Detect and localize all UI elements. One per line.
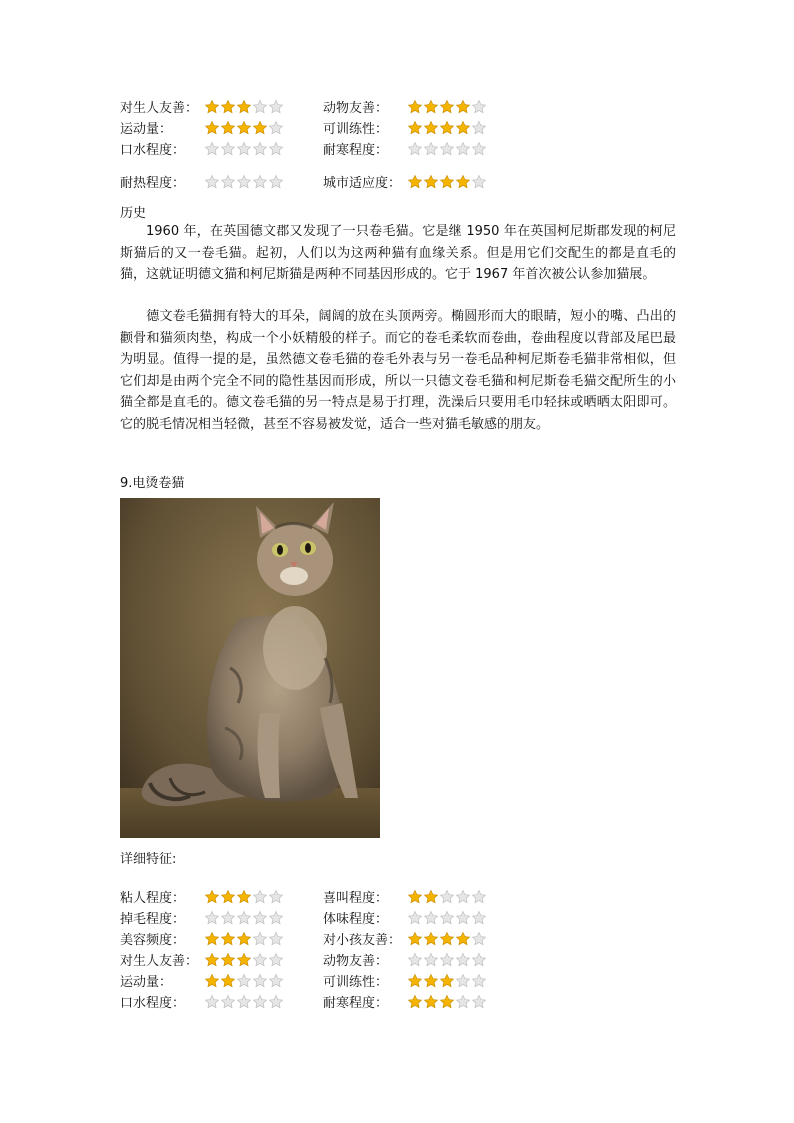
star-rating: [407, 174, 487, 190]
rating-row: [120, 928, 500, 949]
star-empty-icon: [455, 141, 471, 157]
star-rating: [407, 973, 487, 989]
star-empty-icon: [471, 931, 487, 947]
star-filled-icon: [407, 994, 423, 1010]
history-paragraph-1: [120, 221, 676, 286]
star-filled-icon: [220, 889, 236, 905]
star-filled-icon: [407, 99, 423, 115]
star-empty-icon: [220, 994, 236, 1010]
star-filled-icon: [439, 994, 455, 1010]
rating-label: 对小孩友善：: [323, 933, 402, 948]
star-filled-icon: [220, 952, 236, 968]
history-paragraph-2: [120, 306, 676, 435]
rating-label: 耐热程度：: [120, 176, 186, 191]
star-empty-icon: [252, 973, 268, 989]
star-empty-icon: [471, 174, 487, 190]
history-heading: 历史: [120, 206, 147, 221]
top-rating-left: [120, 118, 323, 137]
star-empty-icon: [268, 910, 284, 926]
rating-label: 粘人程度：: [120, 891, 186, 906]
star-filled-icon: [236, 120, 252, 136]
rating-row: [120, 96, 500, 117]
rating-label: 耐寒程度：: [323, 996, 389, 1011]
rating-label: 体味程度：: [323, 912, 389, 927]
star-empty-icon: [252, 994, 268, 1010]
star-empty-icon: [268, 889, 284, 905]
star-filled-icon: [407, 973, 423, 989]
bottom-rating-right: [323, 908, 500, 927]
rating-label: 口水程度：: [120, 143, 186, 158]
star-empty-icon: [236, 910, 252, 926]
star-empty-icon: [455, 910, 471, 926]
bottom-rating-left: [120, 908, 323, 927]
star-empty-icon: [268, 994, 284, 1010]
star-empty-icon: [439, 141, 455, 157]
star-rating: [204, 973, 284, 989]
star-empty-icon: [268, 973, 284, 989]
star-filled-icon: [407, 120, 423, 136]
star-empty-icon: [204, 141, 220, 157]
star-rating: [407, 952, 487, 968]
star-filled-icon: [236, 952, 252, 968]
star-empty-icon: [471, 994, 487, 1010]
bottom-rating-left: [120, 929, 323, 948]
star-empty-icon: [471, 973, 487, 989]
star-filled-icon: [204, 973, 220, 989]
star-filled-icon: [423, 174, 439, 190]
star-filled-icon: [236, 889, 252, 905]
star-filled-icon: [423, 889, 439, 905]
star-empty-icon: [471, 120, 487, 136]
star-filled-icon: [439, 931, 455, 947]
rating-label: 城市适应度：: [323, 176, 402, 191]
star-empty-icon: [268, 931, 284, 947]
star-filled-icon: [407, 931, 423, 947]
star-empty-icon: [423, 141, 439, 157]
star-filled-icon: [220, 973, 236, 989]
top-rating-right: [323, 97, 500, 116]
star-filled-icon: [455, 931, 471, 947]
star-rating: [407, 994, 487, 1010]
star-filled-icon: [220, 931, 236, 947]
bottom-rating-left: [120, 950, 323, 969]
star-filled-icon: [423, 931, 439, 947]
top-rating-right: [323, 118, 500, 137]
star-empty-icon: [268, 952, 284, 968]
star-filled-icon: [236, 99, 252, 115]
star-rating: [204, 889, 284, 905]
star-empty-icon: [455, 973, 471, 989]
star-empty-icon: [455, 889, 471, 905]
star-empty-icon: [423, 910, 439, 926]
star-empty-icon: [471, 952, 487, 968]
star-empty-icon: [252, 952, 268, 968]
rating-label: 运动量：: [120, 122, 173, 137]
rating-row: [120, 991, 500, 1012]
star-empty-icon: [455, 952, 471, 968]
star-filled-icon: [236, 931, 252, 947]
star-empty-icon: [252, 99, 268, 115]
star-empty-icon: [423, 952, 439, 968]
star-empty-icon: [204, 994, 220, 1010]
star-rating: [204, 931, 284, 947]
top-rating-left: [120, 172, 323, 191]
rating-label: 掉毛程度：: [120, 912, 186, 927]
star-empty-icon: [204, 910, 220, 926]
star-filled-icon: [439, 120, 455, 136]
star-filled-icon: [220, 120, 236, 136]
star-empty-icon: [471, 99, 487, 115]
star-filled-icon: [455, 120, 471, 136]
star-filled-icon: [407, 889, 423, 905]
history-paragraph-2-text: 德文卷毛猫拥有特大的耳朵，阔阔的放在头顶两旁。椭圆形而大的眼睛，短小的嘴、凸出的颧骨和猫须肉垫，构成一个小妖精般的样子。而它的卷毛柔软而卷曲，卷曲程度以背部及尾巴最为明显。值得一提的是，虽然德文卷毛猫的卷毛外表与另一卷毛品种柯尼斯卷毛猫非常相似，但它们却是由两个完全不同的隐性基因而形成，所以一只德文卷毛猫和柯尼斯卷毛猫交配所生的小猫全都是直毛的。德文卷毛猫的另一特点是易于打理，洗澡后只要用毛巾轻抹或晒晒太阳即可。它的脱毛情况相当轻微，甚至不容易被发觉，适合一些对猫毛敏感的朋友。: [120, 309, 676, 432]
star-empty-icon: [268, 120, 284, 136]
cat-photo: [120, 498, 380, 838]
rating-label: 动物友善：: [323, 101, 389, 116]
star-rating: [407, 141, 487, 157]
section-title: 9.电烫卷猫: [120, 476, 185, 491]
star-filled-icon: [252, 120, 268, 136]
star-empty-icon: [252, 141, 268, 157]
star-rating: [204, 952, 284, 968]
star-empty-icon: [252, 889, 268, 905]
star-empty-icon: [407, 141, 423, 157]
rating-grid-top: [120, 96, 500, 191]
star-empty-icon: [439, 910, 455, 926]
rating-label: 口水程度：: [120, 996, 186, 1011]
rating-label: 喜叫程度：: [323, 891, 389, 906]
star-rating: [204, 994, 284, 1010]
rating-row: [120, 886, 500, 907]
top-rating-right: [323, 139, 500, 158]
rating-row: [120, 970, 500, 991]
star-empty-icon: [439, 889, 455, 905]
star-empty-icon: [407, 952, 423, 968]
rating-label: 运动量：: [120, 975, 173, 990]
detail-features-label: 详细特征:: [120, 852, 177, 867]
star-filled-icon: [204, 889, 220, 905]
star-empty-icon: [471, 889, 487, 905]
bottom-rating-right: [323, 950, 500, 969]
bottom-rating-left: [120, 887, 323, 906]
rating-label: 可训练性：: [323, 975, 389, 990]
rating-row: [120, 949, 500, 970]
top-rating-right: [323, 172, 500, 191]
star-rating: [407, 910, 487, 926]
star-empty-icon: [455, 994, 471, 1010]
star-empty-icon: [471, 910, 487, 926]
star-rating: [407, 931, 487, 947]
rating-row: [120, 907, 500, 928]
star-rating: [204, 141, 284, 157]
star-filled-icon: [455, 174, 471, 190]
rating-row: [120, 117, 500, 138]
bottom-rating-right: [323, 992, 500, 1011]
star-filled-icon: [439, 973, 455, 989]
rating-label: 动物友善：: [323, 954, 389, 969]
star-empty-icon: [252, 174, 268, 190]
history-paragraph-1-text: 1960 年，在英国德文郡又发现了一只卷毛猫。它是继 1950 年在英国柯尼斯郡发现的柯尼斯猫后的又一卷毛猫。起初，人们以为这两种猫有血缘关系。但是用它们交配生的都是直毛的猫，这就证明德文猫和柯尼斯猫是两种不同基因形成的。它于 1967 年首次被公认参加猫展。: [120, 224, 676, 282]
star-filled-icon: [439, 174, 455, 190]
star-rating: [407, 99, 487, 115]
star-empty-icon: [220, 174, 236, 190]
rating-label: 耐寒程度：: [323, 143, 389, 158]
star-empty-icon: [236, 141, 252, 157]
star-filled-icon: [455, 99, 471, 115]
star-empty-icon: [252, 931, 268, 947]
star-filled-icon: [204, 99, 220, 115]
bottom-rating-left: [120, 971, 323, 990]
star-filled-icon: [423, 994, 439, 1010]
bottom-rating-right: [323, 971, 500, 990]
bottom-rating-left: [120, 992, 323, 1011]
star-filled-icon: [204, 931, 220, 947]
bottom-rating-right: [323, 887, 500, 906]
star-empty-icon: [236, 994, 252, 1010]
rating-label: 可训练性：: [323, 122, 389, 137]
star-empty-icon: [268, 174, 284, 190]
star-rating: [204, 174, 284, 190]
star-empty-icon: [236, 174, 252, 190]
star-filled-icon: [204, 952, 220, 968]
star-empty-icon: [268, 99, 284, 115]
rating-row: [120, 138, 500, 159]
rating-row: [120, 159, 500, 191]
star-filled-icon: [423, 973, 439, 989]
star-empty-icon: [220, 910, 236, 926]
star-rating: [204, 99, 284, 115]
star-empty-icon: [220, 141, 236, 157]
star-empty-icon: [236, 973, 252, 989]
star-empty-icon: [407, 910, 423, 926]
star-filled-icon: [220, 99, 236, 115]
star-empty-icon: [471, 141, 487, 157]
star-empty-icon: [439, 952, 455, 968]
rating-label: 对生人友善：: [120, 954, 199, 969]
star-filled-icon: [423, 99, 439, 115]
star-filled-icon: [407, 174, 423, 190]
star-rating: [407, 889, 487, 905]
star-empty-icon: [268, 141, 284, 157]
top-rating-left: [120, 139, 323, 158]
bottom-rating-right: [323, 929, 500, 948]
rating-label: 美容频度：: [120, 933, 186, 948]
star-rating: [204, 910, 284, 926]
star-empty-icon: [252, 910, 268, 926]
star-rating: [204, 120, 284, 136]
star-filled-icon: [204, 120, 220, 136]
star-rating: [407, 120, 487, 136]
rating-label: 对生人友善：: [120, 101, 199, 116]
star-filled-icon: [423, 120, 439, 136]
cat-photo-illustration: [120, 498, 380, 838]
star-empty-icon: [204, 174, 220, 190]
star-filled-icon: [439, 99, 455, 115]
rating-grid-bottom: [120, 886, 500, 1012]
top-rating-left: [120, 97, 323, 116]
